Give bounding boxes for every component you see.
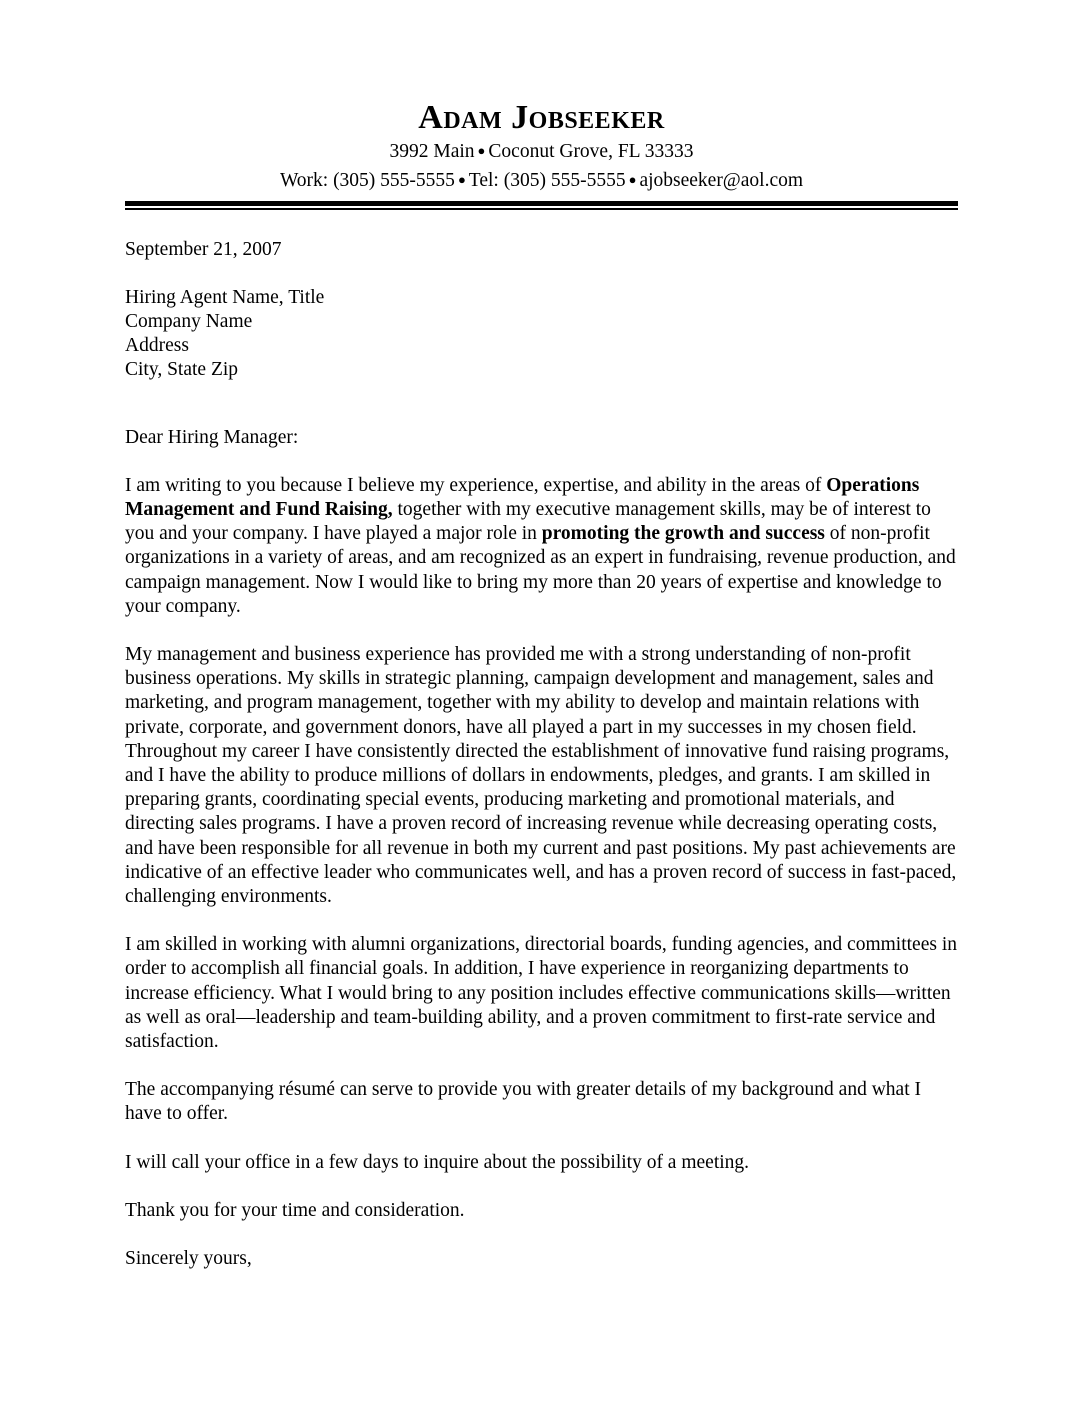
letter-content bbox=[125, 0, 958, 1271]
letter-body bbox=[125, 238, 958, 1272]
body-paragraph-6: Thank you for your time and consideration. bbox=[125, 1199, 465, 1221]
bullet-separator-icon: ● bbox=[457, 171, 466, 187]
body-paragraph-4: The accompanying résumé can serve to provide you with greater details of my background and what I have to offer. bbox=[125, 1079, 921, 1125]
sender-city-state-zip: Coconut Grove, FL 33333 bbox=[488, 140, 694, 162]
letter-date: September 21, 2007 bbox=[125, 238, 282, 260]
paragraph-1-segment-1: I am writing to you because I believe my experience, expertise, and ability in the areas of bbox=[125, 474, 827, 496]
sender-tel-phone: Tel: (305) 555-5555 bbox=[468, 169, 626, 191]
letterhead bbox=[125, 0, 958, 210]
paragraph-1-bold-1: Operations Management and Fund Raising, bbox=[125, 474, 920, 520]
sender-work-phone: Work: (305) 555-5555 bbox=[279, 169, 455, 191]
recipient-line-name: Hiring Agent Name, Title bbox=[125, 286, 325, 308]
paragraph-1-segment-3: of non-profit organizations in a variety of areas, and am recognized as an expert in fundraising, revenue production, and campaign management. Now I would like to bring my more than 20 years of expertise and knowledge to your company. bbox=[125, 523, 956, 617]
sender-street: 3992 Main bbox=[389, 140, 475, 162]
recipient-line-company: Company Name bbox=[125, 310, 253, 332]
closing-salutation: Sincerely yours, bbox=[125, 1248, 252, 1270]
letterhead-divider bbox=[125, 201, 958, 210]
body-paragraph-1 bbox=[125, 450, 958, 619]
recipient-line-address: Address bbox=[125, 335, 189, 357]
bullet-separator-icon: ● bbox=[477, 142, 486, 158]
sender-address-line bbox=[125, 139, 958, 165]
divider-thin-rule bbox=[125, 208, 958, 210]
body-paragraph-3: I am skilled in working with alumni organizations, directorial boards, funding agencies, and committees in order to accomplish all financial goals. In addition, I have experience in reorganizing departments to increase efficiency. What I would bring to any position includes effective communications skills—written as well as oral—leadership and team-building ability, and a proven commitment to first-rate service and satisfaction. bbox=[125, 934, 957, 1053]
body-paragraph-2: My management and business experience has provided me with a strong understanding of non-profit business operations. My skills in strategic planning, campaign development and management, sales and marketing, and program management, together with my ability to develop and maintain relations with private, corporate, and government donors, have all played a part in my successes in my chosen field. Throughout my career I have consistently directed the establishment of innovative fund raising programs, and I have the ability to produce millions of dollars in endowments, pledges, and grants. I am skilled in preparing grants, coordinating special events, producing marketing and promotional materials, and directing sales programs. I have a proven record of increasing revenue while decreasing operating costs, and have been responsible for all revenue in both my current and past positions. My past achievements are indicative of an effective leader who communicates well, and has a proven record of success in fast-paced, challenging environments. bbox=[125, 643, 957, 907]
salutation: Dear Hiring Manager: bbox=[125, 426, 299, 448]
recipient-line-city: City, State Zip bbox=[125, 359, 239, 381]
sender-email: ajobseeker@aol.com bbox=[639, 169, 804, 191]
sender-name: Adam Jobseeker bbox=[418, 99, 665, 136]
paragraph-1-segment-2: together with my executive management skills, may be of interest to you and your company. I have played a major role in bbox=[125, 498, 931, 545]
sender-contact-line bbox=[125, 168, 958, 194]
paragraph-1-bold-2: promoting the growth and success bbox=[541, 523, 825, 545]
body-paragraph-5: I will call your office in a few days to inquire about the possibility of a meeting. bbox=[125, 1151, 750, 1173]
recipient-block bbox=[125, 262, 958, 383]
bullet-separator-icon: ● bbox=[628, 171, 637, 187]
